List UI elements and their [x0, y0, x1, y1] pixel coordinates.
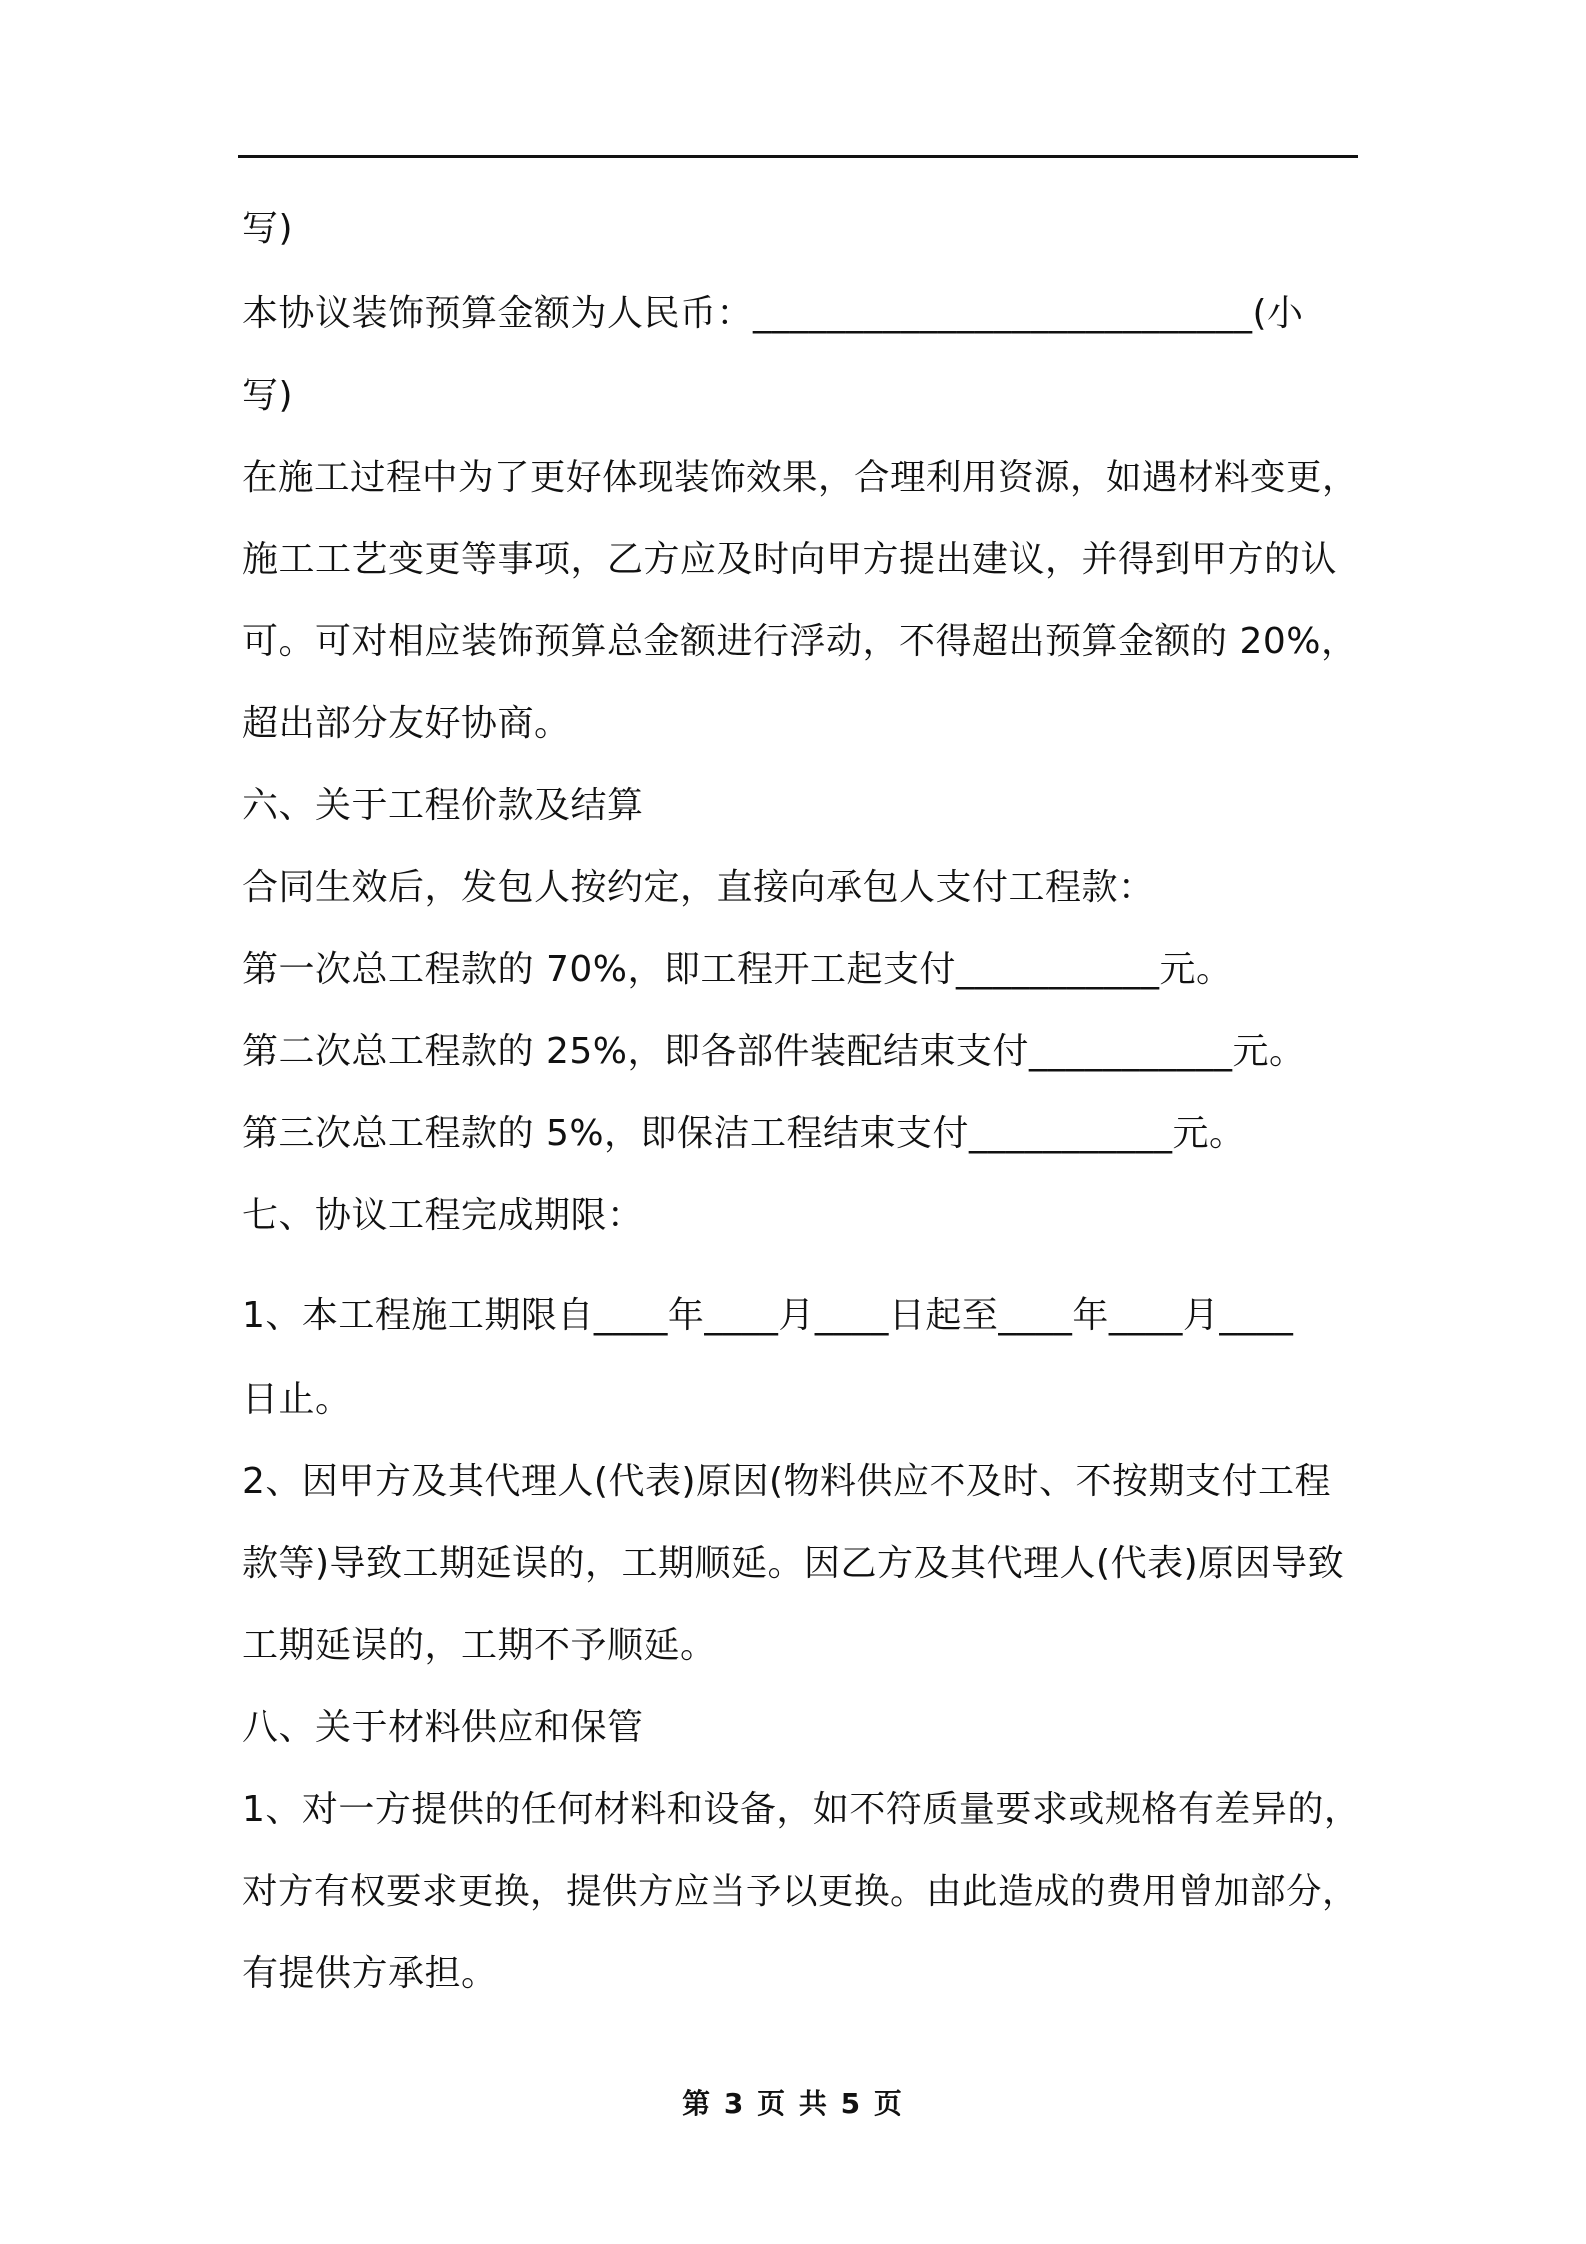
body-line: 款等)导致工期延误的，工期顺延。因乙方及其代理人(代表)原因导致	[242, 1543, 1345, 1584]
body-line: 写)	[242, 208, 294, 249]
body-line: 对方有权要求更换，提供方应当予以更换。由此造成的费用曾加部分，	[242, 1871, 1359, 1912]
section-heading: 八、关于材料供应和保管	[242, 1707, 644, 1748]
header-rule	[238, 155, 1358, 158]
body-line: 合同生效后，发包人按约定，直接向承包人支付工程款：	[242, 867, 1155, 908]
body-line: 第三次总工程款的 5%，即保洁工程结束支付___________元。	[242, 1113, 1246, 1154]
body-line: 1、对一方提供的任何材料和设备，如不符质量要求或规格有差异的，	[242, 1789, 1361, 1830]
body-line: 写)	[242, 375, 294, 416]
body-line: 在施工过程中为了更好体现装饰效果，合理利用资源，如遇材料变更，	[242, 457, 1359, 498]
body-line: 第二次总工程款的 25%，即各部件装配结束支付___________元。	[242, 1031, 1306, 1072]
body-line: 1、本工程施工期限自____年____月____日起至____年____月____	[242, 1295, 1294, 1336]
body-line: 日止。	[242, 1379, 352, 1420]
body-line: 有提供方承担。	[242, 1953, 498, 1994]
body-line: 工期延误的，工期不予顺延。	[242, 1625, 717, 1666]
page-number: 第 3 页 共 5 页	[682, 2087, 904, 2120]
body-line: 施工工艺变更等事项，乙方应及时向甲方提出建议，并得到甲方的认	[242, 539, 1338, 580]
section-heading: 七、协议工程完成期限：	[242, 1195, 644, 1236]
body-line: 第一次总工程款的 70%，即工程开工起支付___________元。	[242, 949, 1233, 990]
body-line: 2、因甲方及其代理人(代表)原因(物料供应不及时、不按期支付工程	[242, 1461, 1332, 1502]
body-line: 可。可对相应装饰预算总金额进行浮动，不得超出预算金额的 20%，	[242, 621, 1358, 662]
section-heading: 六、关于工程价款及结算	[242, 785, 644, 826]
body-line: 超出部分友好协商。	[242, 703, 571, 744]
body-line: 本协议装饰预算金额为人民币：___________________________(小	[242, 293, 1304, 334]
